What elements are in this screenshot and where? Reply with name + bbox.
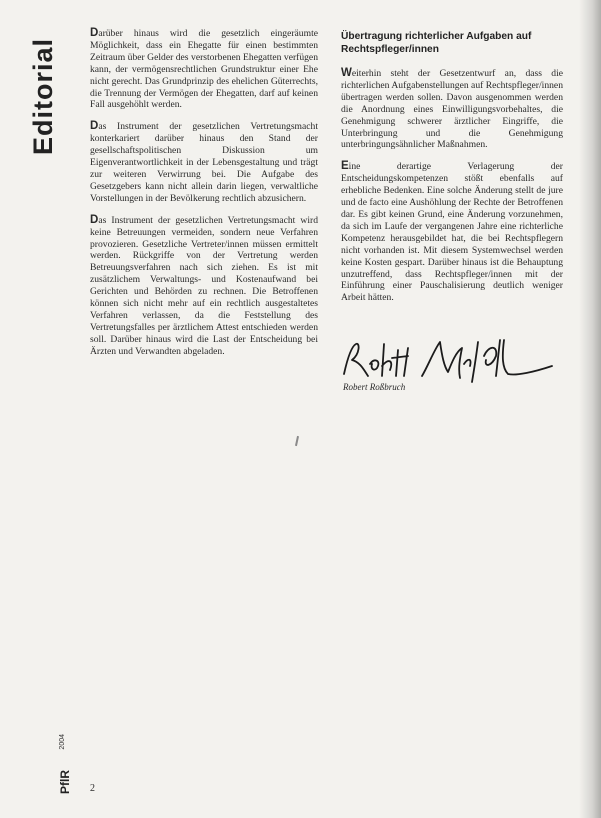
footer-year: 2004 <box>59 734 66 750</box>
page-number: 2 <box>90 783 95 794</box>
signer-name: Robert Roßbruch <box>343 382 406 392</box>
handwritten-signature <box>338 336 558 386</box>
right-paragraph-1: Weiterhin steht der Gesetzentwurf an, dass die richterlichen Aufgabenstellungen auf Rechtspfleger/innen übertragen werden sollen. Davon ausgenommen werden die Anordnung eines Einwilligungsvorbehaltes, die Genehmigung schwerer ärztlicher Eingriffe, die Unterbringung und die Genehmigung unterbringungsähnlicher Maßnahmen. <box>341 67 563 151</box>
left-paragraph-2: Das Instrument der gesetzlichen Vertretungsmacht konterkariert darüber hinaus den Stand der gesellschaftspolitischen Diskussion um Eigenverantwortlichkeit in der Lebensgestaltung und trägt zur weiteren Verwirrung bei. Die Aufgabe des Gesetzgebers kann nicht allein darin liegen, verwaltliche Vorstellungen in der Bevölkerung rechtlich abzusichern. <box>90 120 318 204</box>
section-label: Editorial <box>28 38 58 156</box>
right-column <box>341 30 563 314</box>
pen-mark <box>295 436 299 446</box>
left-column <box>90 28 318 368</box>
left-paragraph-3: Das Instrument der gesetzlichen Vertretungsmacht wird keine Betreuungen vermeiden, sondern neue Verfahren provozieren. Gesetzliche Vertreter/innen müssen ermittelt werden. Rückgriffe von der Vertretung werden Betreuungsverfahren nach sich ziehen. Es ist mit zusätzlichem Verwaltungs- und Kostenaufwand bei Gerichten und Behörden zu rechnen. Die Betroffenen können sich nicht mehr auf ein rechtlich ausgestaltetes Verfahren verlassen, da die Feststellung des Vertretungsfalles per ärztlichem Attest entschieden werden soll. Darüber hinaus wird die Last der Entscheidung bei Ärzten und Verwandten abgeladen. <box>90 213 318 357</box>
spine-shadow <box>579 0 601 818</box>
right-paragraph-2: Eine derartige Verlagerung der Entscheidungskompetenzen stößt ebenfalls auf erhebliche Bedenken. Eine solche Änderung stellt de jure und de facto eine Aushöhlung der Rechte der Betroffenen dar. Es gibt keinen Grund, eine Änderung vorzunehmen, da sich im Laufe der vergangenen Jahre eine richterliche Kompetenz herausgebildet hat, die bei Rechtspflegern nicht vorhanden ist. Mit diesem Systemwechsel werden keine Kosten gespart. Darüber hinaus ist die Behauptung unzutreffend, dass Rechtspfleger/innen mit der Einführung einer Pauschalisierung deutlich weniger Arbeit hätten. <box>341 160 563 304</box>
left-paragraph-1: Darüber hinaus wird die gesetzlich eingeräumte Möglichkeit, dass ein Ehegatte für einen bestimmten Zeitraum über Gelder des verstorbenen Ehegatten verfügen kann, der vermögensrechtlichen Grundstruktur einer Ehe nicht gerecht. Das Grundprinzip des ehelichen Güterrechts, die Trennung der Vermögen der Ehegatten, darf auf keinen Fall ausgehöhlt werden. <box>90 27 318 111</box>
journal-logo: PflR <box>58 770 72 794</box>
right-column-heading: Übertragung richterlicher Aufgaben auf Rechtspfleger/innen <box>341 31 532 55</box>
